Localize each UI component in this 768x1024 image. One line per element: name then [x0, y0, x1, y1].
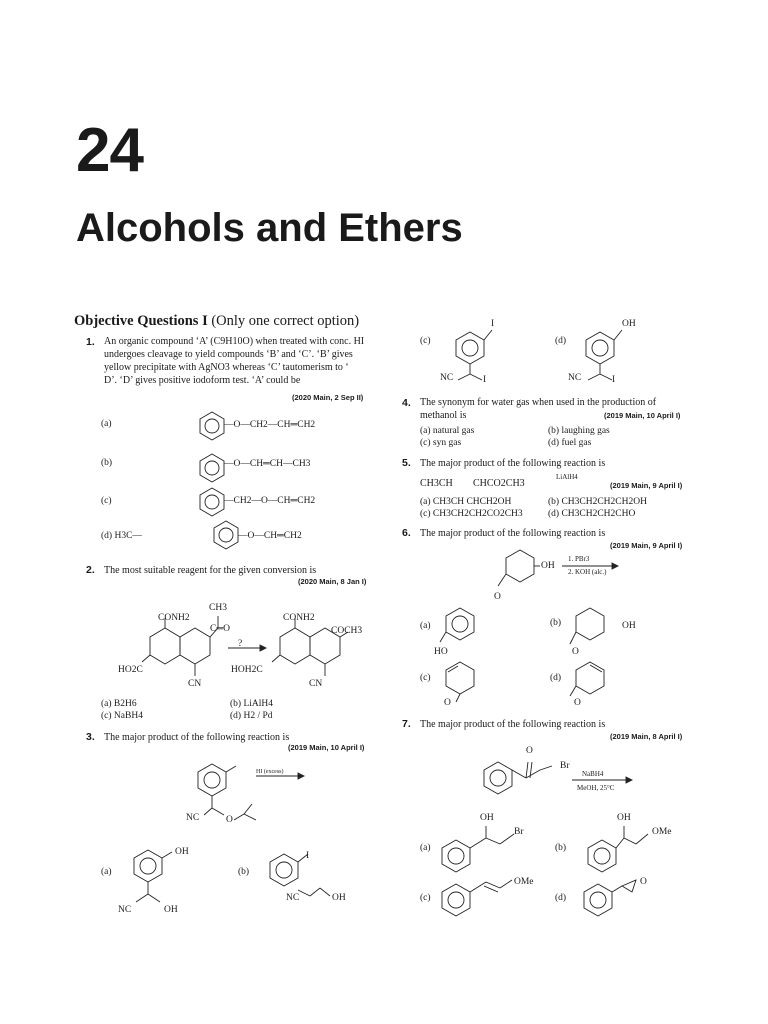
q3-option-c-i: I — [491, 319, 495, 329]
q3-reactant-structure — [160, 752, 320, 832]
q7-option-c-label: (c) — [420, 893, 431, 903]
q2-option-b: (b) LiAlH4 — [230, 699, 274, 709]
q2-left-conh2: CONH2 — [158, 613, 190, 623]
q2-conversion-scheme — [110, 598, 390, 698]
q1-source: (2020 Main, 2 Sep II) — [292, 393, 364, 402]
q7-reactant-o: O — [526, 746, 533, 756]
q7-reactant-br: Br — [560, 761, 570, 771]
q5-source: (2019 Main, 9 April I) — [610, 481, 683, 490]
q1-option-c-chem: —CH2—O—CH═CH2 — [224, 496, 316, 506]
q4-number: 4. — [402, 397, 411, 409]
q3-option-a-oh: OH — [175, 847, 189, 857]
q4-option-a: (a) natural gas — [420, 426, 475, 436]
q2-right-conh2: CONH2 — [283, 613, 315, 623]
q1-option-a-chem: —O—CH2—CH═CH2 — [224, 420, 316, 430]
q2-number: 2. — [86, 564, 95, 576]
q3-reagent: HI (excess) — [256, 769, 284, 775]
q1-option-d-chem: —O—CH═CH2 — [238, 531, 302, 541]
q7-stem: The major product of the following reaction is — [420, 719, 606, 730]
q6-reagent-2: 2. KOH (alc.) — [568, 568, 607, 576]
q3-source: (2019 Main, 10 April I) — [288, 743, 365, 752]
q6-option-d-o: O — [574, 698, 581, 708]
q2-left-cn: CN — [188, 679, 202, 689]
q3-option-b-i: I — [306, 851, 310, 861]
q3-stem: The major product of the following reaction is — [104, 732, 290, 743]
q7-option-a-oh: OH — [480, 813, 494, 823]
q3-ether-o: O — [226, 815, 233, 825]
q7-option-b-label: (b) — [555, 843, 567, 853]
q6-option-b-label: (b) — [550, 618, 562, 628]
q3-option-b-label: (b) — [238, 867, 250, 877]
q1-line2: undergoes cleavage to yield compounds ‘B’ and ‘C’. ‘B’ gives — [104, 349, 353, 360]
q6-option-b-o: O — [572, 647, 579, 657]
q6-options-structures — [430, 600, 660, 710]
section-title: Objective Questions I — [74, 313, 208, 329]
q3-nc: NC — [186, 813, 200, 823]
q7-reagent-1: NaBH4 — [582, 770, 604, 778]
q5-option-b: (b) CH3CH2CH2CH2OH — [548, 497, 647, 507]
q1-option-b-label: (b) — [101, 458, 113, 468]
q5-reagent: LiAlH4 — [556, 473, 578, 481]
section-heading — [74, 313, 359, 330]
q6-reactant-structure — [480, 548, 630, 604]
q3-option-b-nc: NC — [286, 893, 300, 903]
q6-stem: The major product of the following reaction is — [420, 528, 606, 539]
q1-line1: An organic compound ‘A’ (C9H10O) when treated with conc. HI — [104, 336, 365, 347]
q3-option-d-oh: OH — [622, 319, 636, 329]
q7-number: 7. — [402, 718, 411, 730]
q3-option-d-label: (d) — [555, 336, 567, 346]
q1-line3: yellow precipitate with AgNO3 whereas ‘C’ tautomerism to ‘ — [104, 362, 349, 373]
q2-left-ho2c: HO2C — [118, 665, 143, 675]
q5-reactant-1: CH3CH — [420, 478, 453, 489]
q6-source: (2019 Main, 9 April I) — [610, 541, 683, 550]
q2-right-cn: CN — [309, 679, 323, 689]
q1-option-c-label: (c) — [101, 496, 112, 506]
q4-option-d: (d) fuel gas — [548, 438, 592, 448]
q2-right-hoh2c: HOH2C — [231, 665, 263, 675]
chapter-number: 24 — [76, 116, 143, 185]
q5-number: 5. — [402, 457, 411, 469]
q3-option-d-i: I — [612, 375, 616, 385]
q3-options-cd-structures — [420, 318, 650, 394]
q2-arrow-reagent: ? — [238, 639, 243, 649]
q7-source: (2019 Main, 8 April I) — [610, 732, 683, 741]
q4-source: (2019 Main, 10 April I) — [604, 411, 681, 420]
q1-line4: D’. ‘D’ gives positive iodoform test. ‘A’ could be — [104, 375, 301, 386]
q5-reactant-2: CHCO2CH3 — [473, 478, 525, 489]
q2-left-ch3: CH3 — [209, 603, 227, 613]
q4-line2: methanol is — [420, 410, 467, 421]
q3-option-a-nc: NC — [118, 905, 132, 915]
q5-option-d: (d) CH3CH2CH2CHO — [548, 509, 636, 519]
q2-left-co: C═O — [210, 624, 230, 634]
q2-option-d: (d) H2 / Pd — [230, 711, 273, 721]
q6-option-a-ho: HO — [434, 647, 448, 657]
q7-option-b-oh: OH — [617, 813, 631, 823]
q2-source: (2020 Main, 8 Jan I) — [298, 577, 367, 586]
q7-option-d-label: (d) — [555, 893, 567, 903]
q1-option-b-chem: —O—CH═CH—CH3 — [224, 459, 311, 469]
q2-option-c: (c) NaBH4 — [101, 711, 143, 721]
q5-stem: The major product of the following reaction is — [420, 458, 606, 469]
q2-right-coch3: COCH3 — [331, 626, 363, 636]
q5-option-c: (c) CH3CH2CH2CO2CH3 — [420, 509, 523, 519]
q3-option-c-label: (c) — [420, 336, 431, 346]
q7-reactant-structure — [480, 748, 650, 808]
q3-option-c-i2: I — [483, 375, 487, 385]
q6-option-d-label: (d) — [550, 673, 562, 683]
q3-option-c-nc: NC — [440, 373, 454, 383]
q7-options-structures — [430, 820, 690, 920]
q3-option-b-oh: OH — [332, 893, 346, 903]
q3-number: 3. — [86, 731, 95, 743]
q2-stem: The most suitable reagent for the given conversion is — [104, 565, 317, 576]
q1-option-a-label: (a) — [101, 419, 112, 429]
q6-reagent-1: 1. PBr3 — [568, 555, 590, 563]
q6-number: 6. — [402, 527, 411, 539]
q7-option-c-ome: OMe — [514, 877, 534, 887]
q2-option-a: (a) B2H6 — [101, 699, 137, 709]
q6-option-a-label: (a) — [420, 621, 431, 631]
q3-option-a-oh2: OH — [164, 905, 178, 915]
section-subtitle: (Only one correct option) — [211, 313, 360, 329]
q6-option-b-oh: OH — [622, 621, 636, 631]
chapter-title: Alcohols and Ethers — [76, 206, 463, 250]
q4-line1: The synonym for water gas when used in the production of — [420, 397, 657, 408]
q7-option-b-ome: OMe — [652, 827, 672, 837]
q4-option-b: (b) laughing gas — [548, 426, 610, 436]
q1-stem — [104, 335, 394, 387]
q1-option-d-label: (d) H3C— — [101, 531, 142, 541]
q7-option-a-br: Br — [514, 827, 524, 837]
q6-reactant-oh: OH — [541, 561, 555, 571]
q3-option-a-label: (a) — [101, 867, 112, 877]
q6-reactant-o: O — [494, 592, 501, 602]
q7-option-a-label: (a) — [420, 843, 431, 853]
q1-number: 1. — [86, 336, 95, 348]
q6-option-c-label: (c) — [420, 673, 431, 683]
q7-reagent-2: MeOH, 25°C — [577, 784, 615, 792]
q4-option-c: (c) syn gas — [420, 438, 462, 448]
q3-option-d-nc: NC — [568, 373, 582, 383]
q5-option-a: (a) CH3CH CHCH2OH — [420, 497, 512, 507]
q6-option-c-o: O — [444, 698, 451, 708]
q3-options-ab-structures — [120, 840, 360, 920]
q7-option-d-o: O — [640, 877, 647, 887]
